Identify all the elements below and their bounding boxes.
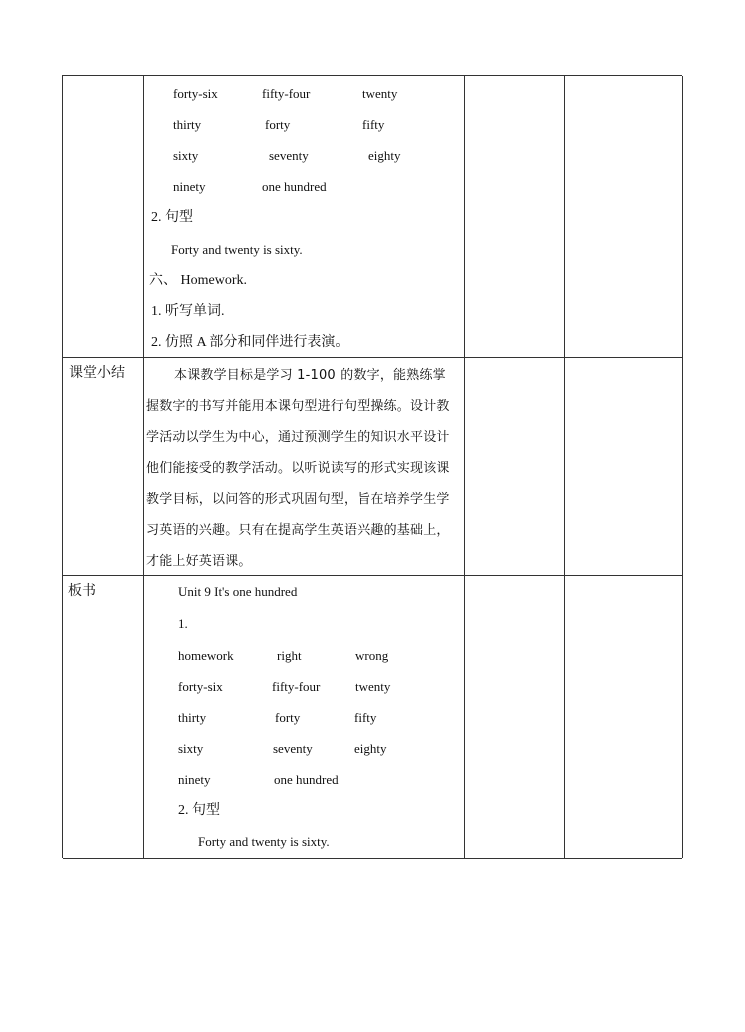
vocab-word: forty-six [178,679,223,694]
vocab-word: twenty [362,86,398,101]
vocab-word: twenty [355,679,391,694]
vocab-word: fifty-four [262,86,311,101]
vocab-word: thirty [173,117,202,132]
vocab-word: eighty [368,148,401,163]
vocab-word: sixty [173,148,199,163]
row-label: 课堂小结 [69,366,125,381]
homework-item: 1. 听写单词. [151,304,225,319]
vocab-word: wrong [355,648,389,663]
vocab-word: ninety [173,179,206,194]
vocab-word: fifty [354,710,377,725]
example-sentence: Forty and twenty is sixty. [171,242,303,257]
vocab-word: one hundred [274,772,339,787]
column-divider [682,76,683,858]
vocab-word: forty [275,710,301,725]
list-number: 1. [178,616,188,631]
vocab-word: fifty-four [272,679,321,694]
homework-item: 2. 仿照 A 部分和同伴进行表演。 [151,335,350,350]
vocab-word: thirty [178,710,207,725]
section-heading: 六、 Homework. [149,273,247,288]
board-section [62,75,682,858]
vocab-word: right [277,648,302,663]
section-heading: 2. 句型 [178,803,220,818]
vocab-word: forty [265,117,291,132]
unit-title: Unit 9 It's one hundred [178,584,298,599]
summary-paragraph: 本课教学目标是学习 1-100 的数字，能熟练掌握数字的书写并能用本课句型进行句型操练。设计教学活动以学生为中心，通过预测学生的知识水平设计他们能接受的教学活动。以听说读写的形式实现该课教学目标，以问答的形式巩固句型，旨在培养学生学习英语的兴趣。只有在提高学生英语兴趣的基础上，才能上好英语课。 [146,368,450,569]
vocab-word: fifty [362,117,385,132]
vocab-word: seventy [269,148,309,163]
vocab-word: ninety [178,772,211,787]
vocab-word: homework [178,648,234,663]
row-label: 板书 [68,584,96,599]
vocab-word: forty-six [173,86,218,101]
vocab-word: sixty [178,741,204,756]
vocab-word: eighty [354,741,387,756]
vocab-word: one hundred [262,179,327,194]
example-sentence: Forty and twenty is sixty. [198,834,330,849]
row-divider [63,858,682,859]
vocab-word: seventy [273,741,313,756]
section-heading: 2. 句型 [151,210,193,225]
